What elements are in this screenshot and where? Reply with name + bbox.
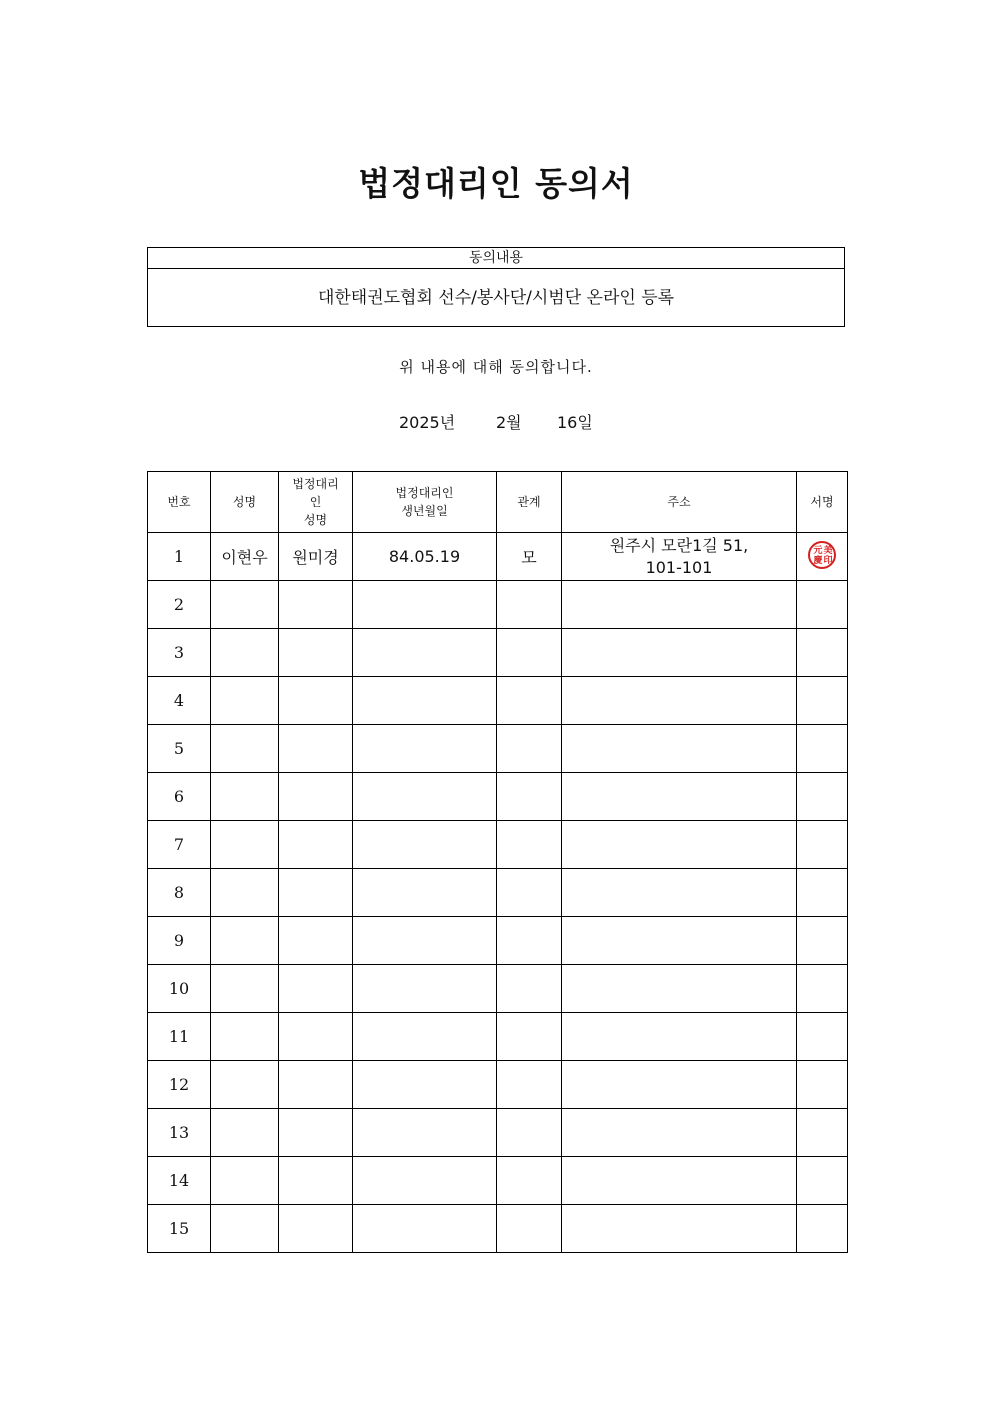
row-address xyxy=(562,677,797,725)
row-name xyxy=(211,773,279,821)
row-relation xyxy=(497,1109,562,1157)
row-signature xyxy=(797,821,848,869)
row-name xyxy=(211,917,279,965)
row-guardian-birth xyxy=(353,917,497,965)
row-number: 15 xyxy=(148,1205,211,1253)
row-guardian-name: 원미경 xyxy=(279,533,353,581)
row-guardian-name xyxy=(279,1013,353,1061)
row-relation xyxy=(497,773,562,821)
consent-box xyxy=(147,247,845,327)
row-name xyxy=(211,629,279,677)
header-guardian-name xyxy=(279,472,353,533)
row-signature xyxy=(797,629,848,677)
row-signature xyxy=(797,869,848,917)
row-guardian-name xyxy=(279,1109,353,1157)
row-guardian-birth xyxy=(353,1061,497,1109)
row-number: 5 xyxy=(148,725,211,773)
row-address-line1: 원주시 모란1길 51, xyxy=(609,535,749,555)
row-signature xyxy=(797,965,848,1013)
row-relation xyxy=(497,1061,562,1109)
table-row xyxy=(148,1013,848,1061)
row-guardian-birth xyxy=(353,677,497,725)
row-guardian-name xyxy=(279,821,353,869)
row-number: 12 xyxy=(148,1061,211,1109)
table-row xyxy=(148,1205,848,1253)
date-day: 16일 xyxy=(557,413,593,432)
row-guardian-name xyxy=(279,965,353,1013)
row-signature xyxy=(797,917,848,965)
header-guardian-name-line2: 인 xyxy=(309,495,322,509)
row-guardian-birth xyxy=(353,581,497,629)
row-guardian-name xyxy=(279,1157,353,1205)
header-guardian-name-line1: 법정대리 xyxy=(292,477,339,491)
seal-char-1: 元 xyxy=(813,545,823,556)
header-address: 주소 xyxy=(562,472,797,533)
row-address xyxy=(562,533,797,581)
row-address xyxy=(562,773,797,821)
table-row xyxy=(148,725,848,773)
table-row xyxy=(148,629,848,677)
table-row xyxy=(148,581,848,629)
header-guardian-birth-line2: 생년월일 xyxy=(401,504,448,518)
row-guardian-name xyxy=(279,869,353,917)
row-relation xyxy=(497,581,562,629)
row-guardian-name xyxy=(279,677,353,725)
row-guardian-birth xyxy=(353,725,497,773)
table-row xyxy=(148,677,848,725)
header-name: 성명 xyxy=(211,472,279,533)
row-name xyxy=(211,869,279,917)
row-address xyxy=(562,725,797,773)
row-number: 9 xyxy=(148,917,211,965)
row-address xyxy=(562,1109,797,1157)
row-relation xyxy=(497,1157,562,1205)
row-number: 10 xyxy=(148,965,211,1013)
row-number: 6 xyxy=(148,773,211,821)
row-number: 1 xyxy=(148,533,211,581)
row-name xyxy=(211,725,279,773)
header-relation: 관계 xyxy=(497,472,562,533)
row-guardian-birth: 84.05.19 xyxy=(353,533,497,581)
row-signature xyxy=(797,1061,848,1109)
row-address xyxy=(562,581,797,629)
row-guardian-name xyxy=(279,773,353,821)
row-guardian-birth xyxy=(353,1157,497,1205)
document-title: 법정대리인 동의서 xyxy=(358,164,634,203)
row-guardian-name xyxy=(279,725,353,773)
row-relation xyxy=(497,917,562,965)
seal-char-4: 印 xyxy=(823,555,833,566)
table-row xyxy=(148,1109,848,1157)
row-address-line2: 101-101 xyxy=(645,557,713,577)
table-row xyxy=(148,869,848,917)
table-row xyxy=(148,965,848,1013)
table-header-row xyxy=(148,472,848,533)
row-name: 이현우 xyxy=(211,533,279,581)
row-relation xyxy=(497,821,562,869)
row-guardian-name xyxy=(279,581,353,629)
row-name xyxy=(211,677,279,725)
row-signature xyxy=(797,1013,848,1061)
row-number: 7 xyxy=(148,821,211,869)
row-guardian-birth xyxy=(353,1109,497,1157)
consent-body: 대한태권도협회 선수/봉사단/시범단 온라인 등록 xyxy=(317,288,675,308)
seal-char-3: 慶 xyxy=(813,555,823,566)
header-guardian-name-line3: 성명 xyxy=(303,513,328,527)
table-row xyxy=(148,917,848,965)
row-name xyxy=(211,1205,279,1253)
header-number: 번호 xyxy=(148,472,211,533)
row-address xyxy=(562,1061,797,1109)
row-guardian-name xyxy=(279,917,353,965)
row-guardian-birth xyxy=(353,629,497,677)
agreement-statement: 위 내용에 대해 동의합니다. xyxy=(399,358,593,376)
table-row xyxy=(148,1061,848,1109)
row-relation xyxy=(497,725,562,773)
row-number: 11 xyxy=(148,1013,211,1061)
row-relation xyxy=(497,629,562,677)
row-guardian-name xyxy=(279,1061,353,1109)
row-number: 4 xyxy=(148,677,211,725)
seal-stamp-icon xyxy=(808,541,836,569)
table-row xyxy=(148,821,848,869)
consent-header: 동의내용 xyxy=(148,248,844,269)
row-signature xyxy=(797,581,848,629)
row-number: 8 xyxy=(148,869,211,917)
row-address xyxy=(562,821,797,869)
row-name xyxy=(211,1061,279,1109)
row-address xyxy=(562,1013,797,1061)
header-guardian-birth-line1: 법정대리인 xyxy=(395,486,454,500)
row-address xyxy=(562,869,797,917)
registration-table xyxy=(147,471,848,1253)
row-guardian-birth xyxy=(353,965,497,1013)
date-year: 2025년 xyxy=(399,413,456,432)
row-address xyxy=(562,917,797,965)
row-name xyxy=(211,965,279,1013)
table-row xyxy=(148,1157,848,1205)
seal-char-2: 美 xyxy=(823,545,833,556)
row-guardian-name xyxy=(279,1205,353,1253)
row-guardian-birth xyxy=(353,1013,497,1061)
header-guardian-birth xyxy=(353,472,497,533)
row-guardian-birth xyxy=(353,821,497,869)
row-guardian-birth xyxy=(353,1205,497,1253)
row-name xyxy=(211,1013,279,1061)
row-relation xyxy=(497,869,562,917)
row-relation xyxy=(497,965,562,1013)
row-relation xyxy=(497,1205,562,1253)
row-address xyxy=(562,1205,797,1253)
row-relation: 모 xyxy=(497,533,562,581)
row-name xyxy=(211,581,279,629)
table-row xyxy=(148,533,848,581)
row-number: 2 xyxy=(148,581,211,629)
table-row xyxy=(148,773,848,821)
row-relation xyxy=(497,1013,562,1061)
row-address xyxy=(562,629,797,677)
row-relation xyxy=(497,677,562,725)
row-signature xyxy=(797,533,848,581)
row-signature xyxy=(797,1157,848,1205)
row-name xyxy=(211,1109,279,1157)
row-guardian-name xyxy=(279,629,353,677)
row-number: 3 xyxy=(148,629,211,677)
row-signature xyxy=(797,1205,848,1253)
row-number: 13 xyxy=(148,1109,211,1157)
row-address xyxy=(562,965,797,1013)
date-month: 2월 xyxy=(496,413,522,432)
header-signature: 서명 xyxy=(797,472,848,533)
row-signature xyxy=(797,677,848,725)
row-signature xyxy=(797,725,848,773)
row-name xyxy=(211,821,279,869)
row-number: 14 xyxy=(148,1157,211,1205)
row-signature xyxy=(797,773,848,821)
row-guardian-birth xyxy=(353,869,497,917)
row-name xyxy=(211,1157,279,1205)
row-guardian-birth xyxy=(353,773,497,821)
row-signature xyxy=(797,1109,848,1157)
row-address xyxy=(562,1157,797,1205)
